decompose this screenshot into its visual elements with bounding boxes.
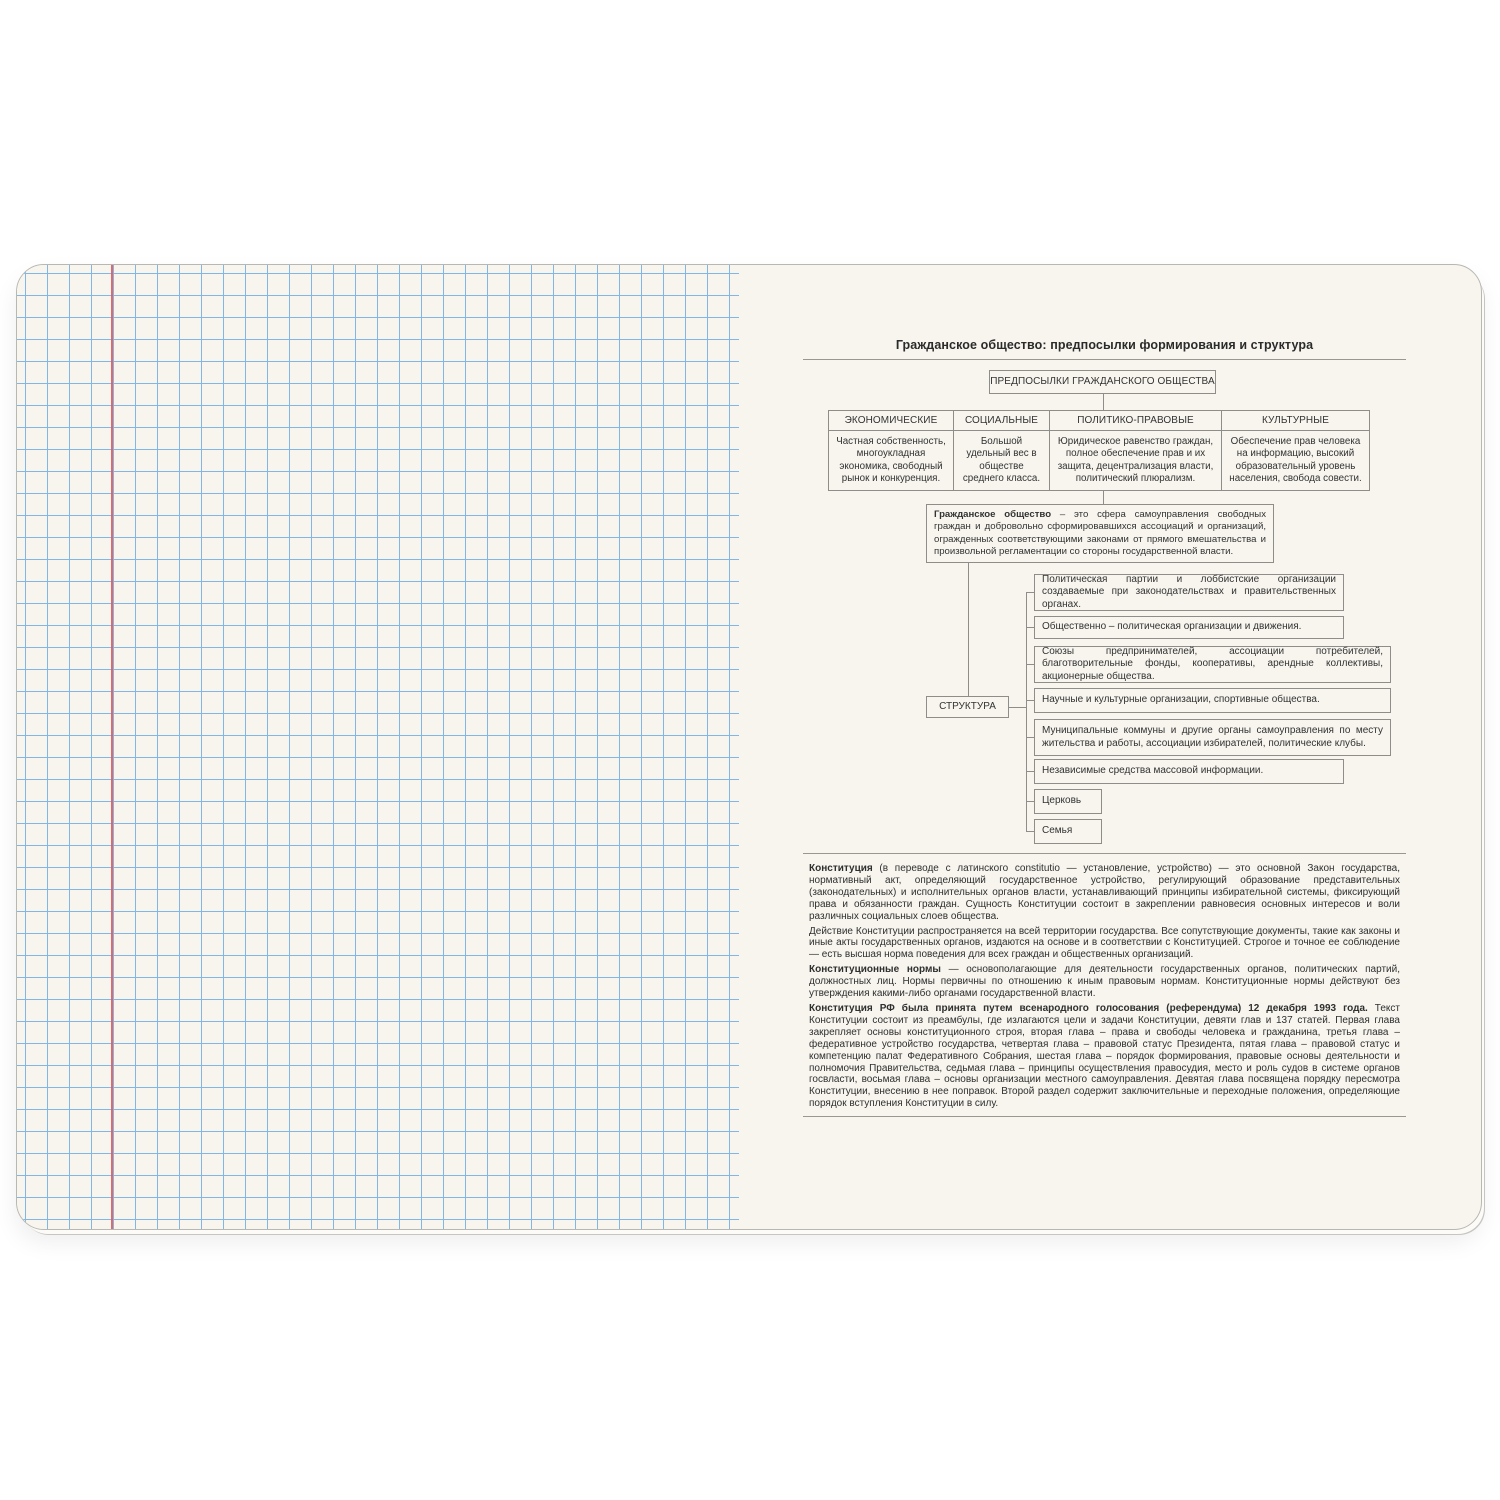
- page-title: Гражданское общество: предпосылки формирования и структура: [895, 338, 1314, 352]
- category-header: СОЦИАЛЬНЫЕ: [954, 411, 1049, 431]
- paragraph-constitution-scope: [803, 926, 1406, 962]
- paragraph-constitutional-norms: [803, 964, 1406, 1000]
- connector-line: [1026, 627, 1034, 628]
- structure-item-text: Общественно – политическая организации и движения.: [1042, 621, 1302, 633]
- category-column-economic: [828, 410, 954, 491]
- connector-line: [1026, 664, 1034, 665]
- structure-item: [1034, 688, 1391, 713]
- connector-line: [1009, 707, 1026, 708]
- category-column-political-legal: [1049, 410, 1222, 491]
- bottom-divider: [803, 1116, 1406, 1117]
- structure-item: [1034, 819, 1102, 844]
- paragraph-text: (в переводе с латинского constitutio — установление, устройство) — это основной Закон государства, нормативный акт, определяющий государственное устройство, регулирующий образование представительных (законодательных) и исполнительных органов власти, устанавливающий принципы избирательной системы, фиксирующий права и обязанности граждан. Сущность Конституции состоит в закреплении равновесия основных интересов и воли различных социальных слоев общества.: [809, 863, 1400, 922]
- diagram-root-box: [989, 370, 1216, 394]
- paragraph-text: — основополагающие для деятельности государственных органов, политических партий, должностных лиц. Нормы первичны по отношению к иным правовым нормам. Конституционные нормы действуют без утверждения какими-либо органами государственной власти.: [809, 964, 1400, 1000]
- margin-line: [111, 265, 113, 1229]
- connector-line: [1103, 491, 1104, 504]
- notebook-spread: [16, 264, 1482, 1230]
- category-text: Юридическое равенство граждан, полное обеспечение прав и их защита, децентрализация власти, политический плюрализм.: [1057, 436, 1214, 484]
- diagram-root-label: ПРЕДПОСЫЛКИ ГРАЖДАНСКОГО ОБЩЕСТВА: [990, 376, 1215, 388]
- category-header: ЭКОНОМИЧЕСКИЕ: [829, 411, 953, 431]
- structure-item: [1034, 719, 1391, 756]
- definition-box: [926, 504, 1274, 563]
- title-divider: [803, 359, 1406, 360]
- connector-line: [1026, 592, 1027, 832]
- structure-label-box: [926, 696, 1009, 718]
- reference-page: [739, 265, 1482, 1229]
- connector-line: [1026, 737, 1034, 738]
- structure-item: [1034, 574, 1344, 611]
- section-divider: [803, 853, 1406, 854]
- squared-paper-page: [17, 265, 739, 1229]
- structure-item: [1034, 759, 1344, 784]
- category-header: КУЛЬТУРНЫЕ: [1222, 411, 1369, 431]
- connector-line: [1026, 592, 1034, 593]
- connector-line: [968, 559, 969, 696]
- categories-table: [828, 410, 1370, 491]
- structure-item-text: Научные и культурные организации, спортивные общества.: [1042, 694, 1320, 706]
- category-header: ПОЛИТИКО-ПРАВОВЫЕ: [1050, 411, 1221, 431]
- connector-line: [1026, 700, 1034, 701]
- category-column-social: [953, 410, 1050, 491]
- definition-term: Гражданское общество: [934, 509, 1052, 520]
- connector-line: [1103, 394, 1104, 410]
- paragraph-lead: Конституционные нормы: [809, 964, 941, 976]
- structure-item-text: Церковь: [1042, 795, 1082, 807]
- definition-text: – это сфера самоуправления свободных граждан и добровольно сформировавшихся ассоциаций и организаций, огражденных соответствующими законами от прямого вмешательства и произвольной регламентации со стороны государственной власти.: [934, 509, 1267, 557]
- connector-line: [1026, 801, 1034, 802]
- constitution-text-block: [803, 863, 1406, 1117]
- category-column-cultural: [1221, 410, 1370, 491]
- connector-line: [1026, 771, 1034, 772]
- paragraph-text: Текст Конституции состоит из преамбулы, где излагаются цели и задачи Конституции, девяти глав и 137 статей. Первая глава закрепляет основы конституционного строя, вторая глава – права и свободы человека и гражданина, третья глава – федеративное устройство государства, четвертая глава – правовой статус Президента, пятая глава – правовой статус и компетенцию палат Федеративного Собрания, шестая глава – порядок формирования, правовые основы деятельности и полномочия Правительства, седьмая глава – принципы осуществления правосудия, место и роль судов в системе органов госвласти, восьмая глава – основы организации местного самоуправления. Девятая глава посвящена порядку пересмотра Конституции, внесению в нее поправок. Второй раздел содержит заключительные и переходные положения, определяющие порядок вступления Конституции в силу.: [809, 1002, 1400, 1110]
- structure-item-text: Политическая партии и лоббистские организации создаваемые при законодательствах и правительственных органах.: [1042, 573, 1336, 610]
- paragraph-constitution-definition: [803, 863, 1406, 923]
- paragraph-lead: Конституция: [809, 863, 873, 874]
- paragraph-text: Действие Конституции распространяется на всей территории государства. Все сопутствующие документы, такие как законы и иные акты государственных органов, издаются на основе и в соответствии с Конституцией. Строгое и точное ее соблюдение — есть высшая норма поведения для всех граждан и общественных организаций.: [809, 925, 1400, 961]
- category-text: Обеспечение прав человека на информацию, высокий образовательный уровень населения, свобода совести.: [1229, 436, 1362, 484]
- structure-item: [1034, 789, 1102, 814]
- structure-item: [1034, 646, 1391, 683]
- structure-item-text: Независимые средства массовой информации.: [1042, 765, 1264, 777]
- structure-item-text: Союзы предпринимателей, ассоциации потребителей, благотворительные фонды, кооперативы, арендные коллективы, акционерные общества.: [1042, 645, 1383, 682]
- category-text: Частная собственность, многоукладная экономика, свободный рынок и конкуренция.: [836, 436, 946, 484]
- connector-line: [1026, 831, 1034, 832]
- structure-item: [1034, 616, 1344, 639]
- structure-item-text: Муниципальные коммуны и другие органы самоуправления по месту жительства и работы, ассоциации избирателей, политические клубы.: [1042, 725, 1383, 749]
- paragraph-constitution-rf: [803, 1003, 1406, 1110]
- structure-label: СТРУКТУРА: [939, 701, 996, 713]
- category-text: Большой удельный вес в обществе среднего класса.: [962, 436, 1041, 484]
- structure-item-text: Семья: [1042, 825, 1073, 837]
- paragraph-lead: Конституция РФ была принята путем всенародного голосования (референдума) 12 декабря 1993 года.: [809, 1002, 1368, 1014]
